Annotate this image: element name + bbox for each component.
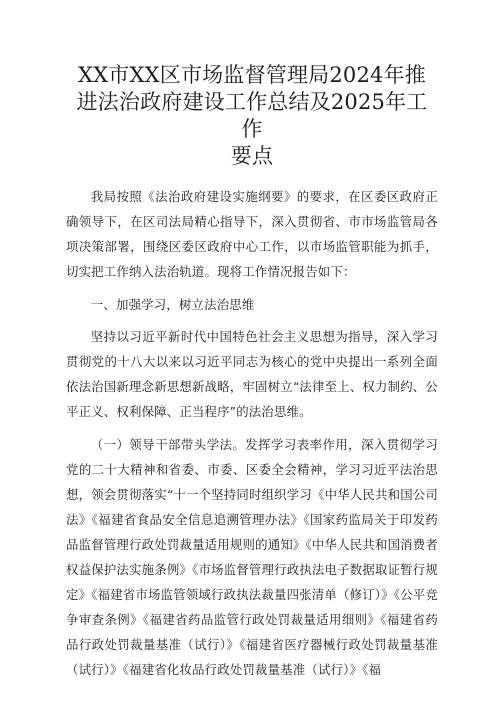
- intro-paragraph: 我局按照《法治政府建设实施纲要》的要求，在区委区政府正确领导下，在区司法局精心指导下，深入贯彻省、市市场监管局各项决策部署，围绕区委区政府中心工作，以市场监管职能为抓手，切实把工作纳入法治轨道。现将工作情况报告如下：: [66, 189, 438, 279]
- title-line-3: 要点: [230, 144, 274, 168]
- title-line-1: XX市XX区市场监督管理局2024年推: [77, 63, 427, 87]
- document-title: [66, 62, 438, 170]
- title-line-2: 进法治政府建设工作总结及2025年工作: [76, 90, 428, 141]
- section-paragraph-1: 坚持以习近平新时代中国特色社会主义思想为指导，深入学习贯彻党的十八大以来以习近平同志为核心的党中央提出一系列全面依法治国新理念新思想新战略，牢固树立“法律至上、权力制约、公平正义、权利保障、正当程序”的法治思维。: [66, 329, 438, 419]
- section-heading-1: 一、加强学习，树立法治思维: [90, 297, 255, 312]
- subsection-paragraph-1: （一）领导干部带头学法。发挥学习表率作用，深入贯彻学习党的二十大精神和省委、市委、区委全会精神，学习习近平法治思想，领会贯彻落实“十一个坚持同时组织学习《中华人民共和国公司法》《福建省食品安全信息追溯管理办法》《国家药监局关于印发药品监督管理行政处罚裁量适用规则的通知》《中华人民共和国消费者权益保护法实施条例》《市场监督管理行政执法电子数据取证暂行规定》《福建省市场监管领域行政执法裁量四张清单（修订）》《公平竞争审查条例》《福建省药品监管行政处罚裁量适用细则》《福建省药品行政处罚裁量基准（试行）》《福建省医疗器械行政处罚裁量基准（试行）》《福建省化妆品行政处罚裁量基准（试行）》《福: [66, 437, 438, 677]
